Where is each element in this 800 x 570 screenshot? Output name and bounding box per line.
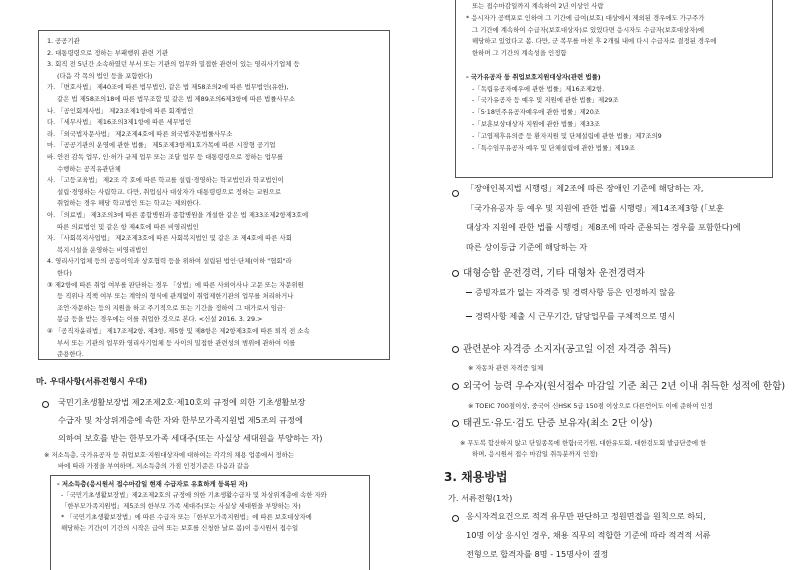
low-income-line: 해당하는 기간(이 기간의 시작은 급여 또는 보호를 신청한 날로 봄)이 응시원서 접수일 <box>61 524 299 532</box>
screening-line: 10명 이상 응시인 경우, 채용 직무의 적합한 기준에 따라 적격적 서류 <box>466 530 711 540</box>
driver-career-text: 대형승합 운전경력, 기타 대형차 운전경력자 <box>463 268 646 279</box>
law-text-line: ③ 제2항에 따른 취업 여부를 판단하는 경우 「상법」에 따른 사외이사나 고문 또는 자문위원 <box>47 280 304 289</box>
right-law-line: -「특수임무유공자 예우 및 단체설립에 관한 법률」제19조 <box>472 143 636 152</box>
law-text-line: 마. 「공공기관의 운영에 관한 법률」 제5조제3항제1호가목에 따른 시장형 공기업 <box>47 141 276 150</box>
screening-line: 응시자격요건으로 적격 유무만 판단하고 정원면접을 원칙으로 하되, <box>466 511 706 521</box>
law-text-line: 준용한다. <box>57 350 84 359</box>
low-income-line: 「한부모가족지원법」제5조의 한부모 가족 세대주(또는 사실상 세대원을 부양하는 자) <box>61 502 301 510</box>
document-screening-subheading: 가. 서류전형(1차) <box>448 493 513 503</box>
law-text-line: 3. 회직 전 5년간 소속하였던 부서 또는 기관의 업무와 밀접한 관련이 있는 영리사기업체 등 <box>47 60 300 69</box>
right-law-line: 그 기간에 계속하여 수급자(보호대상자)로 있었다면 응시자도 수급자(보호대상자)에 <box>472 25 705 34</box>
low-income-box <box>50 475 370 570</box>
right-law-line: -「국가유공자 등 예우 및 지원에 관한 법률」제29조 <box>472 96 619 105</box>
law-text-line: 바. 안전 감독 업무, 인·허가 규제 업무 또는 조달 업무 등 대통령령으로 정하는 업무를 <box>47 153 284 161</box>
right-law-line: 또는 접수마감일까지 계속하여 2년 이상인 사람 <box>472 2 604 10</box>
preference-line: 의하여 보호를 받는 한부모가족 세대주(또는 사실상 세대원을 부양하는 자) <box>58 433 323 443</box>
right-law-line: -「보훈보상대상자 지원에 관한 법률」제33조 <box>472 120 601 128</box>
circle-bullet-icon <box>452 420 459 427</box>
preference-line: 국민기초생활보장법 제2조제2호·제10호의 규정에 의한 기초생활보장 <box>58 397 306 407</box>
martial-arts-text: 태권도·유도·검도 단증 보유자(최소 2단 이상) <box>463 418 653 429</box>
driver-career-sub-text: 경력사항 제출 시 근무기간, 담당업무를 구체적으로 명시 <box>475 311 676 321</box>
circle-bullet-icon <box>452 383 459 390</box>
martial-arts-note-line: ※ 무도복 합산하지 않고 단일종목에 한함(국기원, 대한유도회, 대한검도회 발급단증에 한 <box>460 439 707 447</box>
law-text-line: 같은 법 제58조의18에 따른 법무조합 및 같은 법 제89조의6제3항에 따른 법률사무소 <box>57 95 296 103</box>
law-text-line: 설립·경영하는 사립학교. 다만, 취업심사 대상자가 대통령령으로 정하는 교원으로 <box>57 187 282 196</box>
law-text-line: 나. 「공인회계사법」 제23조제1항에 따른 회계법인 <box>47 106 194 115</box>
law-text-line: ④ 「공직자윤리법」 제17조제2항, 제3항, 제5항 및 제8항은 제2항제3호에 따른 퇴직 전 소속 <box>47 327 310 335</box>
law-text-line: 2. 대통령령으로 정하는 부패행위 관련 기관 <box>47 48 169 57</box>
disabled-line: 「국가유공자 등 예우 및 지원에 관한 법률 시행령」제14조제3항 (「보훈 <box>466 202 724 213</box>
right-law-line: -「독립유공자예우에 관한 법률」제16조제2항. <box>472 84 605 93</box>
language-note: ※ TOEIC 700점이상, 중국어 신HSK 5급 150점 이상으로 다른언어도 이에 준하여 인정 <box>468 402 713 410</box>
law-text-line: 수행하는 공직유관단체 <box>57 164 121 173</box>
dash-bullet-icon <box>466 316 472 317</box>
law-text-line: 1. 공공기관 <box>47 37 80 45</box>
dash-bullet-icon <box>466 292 472 293</box>
law-text-line: 한다) <box>57 269 72 277</box>
low-income-line: -「국민기초생활보장법」제2조제2호의 규정에 의한 기초생활수급자 및 차상위계층에 속한 자와 <box>61 491 327 499</box>
note-line: ※ 저소득층, 국가유공자 등 취업보호·지원대상자에 대하여는 각각의 채용 업종에서 정하는 <box>44 451 294 459</box>
low-income-line: - 저소득층(응시원서 접수마감일 현재 수급자로 유효하게 등록된 자) <box>57 480 248 488</box>
law-text-line: 취업하는 경우 해당 학교법인 또는 학교는 제외한다. <box>57 199 201 208</box>
law-text-line: 따른 의료법인 및 같은 항 제4호에 따른 비영리법인 <box>57 222 199 231</box>
circle-bullet-icon <box>452 346 459 353</box>
preference-line: 수급자 및 차상위계층에 속한 자와 한부모가족지원법 제5조의 규정에 <box>58 415 303 425</box>
law-text-line: 복지시설을 운영하는 비영리법인 <box>57 245 148 254</box>
circle-bullet-icon <box>452 515 459 522</box>
license-item <box>452 338 671 362</box>
screening-line: 전형으로 합격자를 8명 - 15명사이 결정 <box>466 549 609 559</box>
right-law-line: 해당하고 있었다고 봄. 다만, 군 복무를 마친 후 2개월 내에 다시 수급자로 결정된 경우에 <box>472 37 717 46</box>
law-text-line: 봉급 등을 받는 경우에는 이를 취업한 것으로 본다. <신설 2016. 3. 29.> <box>57 315 263 324</box>
right-law-line: -「고엽제후유의증 등 환자지원 및 단체설립에 관한 법률」제7조의9 <box>472 131 662 140</box>
language-text: 외국어 능력 우수자(원서접수 마감일 기준 최근 2년 이내 취득한 성적에 한함) <box>463 381 786 392</box>
law-text-line: 다. 「세무사법」 제16조의3제1항에 따른 세무법인 <box>47 118 192 127</box>
law-text-line: (다음 각 목의 법인 등을 포함한다) <box>57 71 153 80</box>
law-text-line: 조언·자문하는 등의 지원을 하고 주기적으로 또는 기간을 정하여 그 대가로서 임금· <box>57 303 286 312</box>
license-note: ※ 자동차 관련 자격증 일체 <box>468 364 544 372</box>
law-text-line: 가. 「변호사법」 제40조에 따른 법무법인, 같은 법 제58조의2에 따른 법무법인(유한), <box>47 83 289 92</box>
law-text-line: 아. 「의료법」 제3조의3에 따른 종합병원과 종합병원을 개설한 같은 법 제33조제2항제3호에 <box>47 211 309 219</box>
driver-career-sub-text: 증빙자료가 없는 자격증 및 경력사항 등은 인정하지 않음 <box>475 287 676 297</box>
license-text: 관련분야 자격증 소지자(공고일 이전 자격증 취득) <box>463 344 672 355</box>
law-text-line: 4. 영리사기업체 등의 공동이익과 상호협력 등을 위하여 설립된 법인·단체(이하 "협회"라 <box>47 257 292 266</box>
disabled-line: 「장애인복지법 시행령」제2조에 따른 장애인 기준에 해당하는 자, <box>466 183 704 193</box>
circle-bullet-icon <box>42 401 49 408</box>
disabled-line: 따른 상이등급 기준에 해당하는 자 <box>466 241 588 252</box>
note-line: 바에 따라 가점을 부여하며, 저소득층의 가점 인정기준은 다음과 같음 <box>58 462 250 470</box>
low-income-line: * 「국민기초생활보장법」에 따른 수급자 또는「한부모가족지원법」에 따른 보호대상자에 <box>61 513 312 521</box>
driver-career-sub-item <box>466 286 675 298</box>
driver-career-item <box>452 262 645 286</box>
law-text-line: 자. 「사회복지사업법」 제2조제3호에 따른 사회복지법인 및 같은 조 제4호에 따른 사회 <box>47 234 292 243</box>
hiring-method-heading: 3. 채용방법 <box>444 470 508 484</box>
martial-arts-note-line: 하며, 응시원서 접수 마감일 취득분까지 인정) <box>472 450 598 458</box>
law-text-line: 부서 또는 기관의 업무와 영리사기업체 등 사이의 밀접한 관련성의 범위에 관하여 이를 <box>57 338 296 347</box>
right-law-line: - 국가유공자 등 취업보호지원대상자(관련 법률) <box>466 72 601 81</box>
martial-arts-item <box>452 412 652 436</box>
law-text-line: 사. 「고등교육법」 제2조 각 호에 따른 학교를 설립·경영하는 학교법인과 학교법인이 <box>47 176 284 185</box>
right-law-line: * 응시자가 공백포로 인하여 그 기간에 급여(보호) 대상에서 제외된 경우에도 가구주가 <box>466 13 705 22</box>
right-law-line: -「5·18민주유공자예우에 관한 법률」제20조 <box>472 108 600 117</box>
language-item <box>452 375 785 399</box>
law-text-line: 등 직위나 직책 여부 또는 계약의 형식에 관계없이 취업제한기관의 업무를 처리하거나 <box>57 292 294 301</box>
right-law-line: 한하며 그 기간의 계속성을 인정함 <box>472 49 567 58</box>
driver-career-sub-item <box>466 310 675 322</box>
right-law-box <box>455 0 773 178</box>
disabled-line: 대상자 지원에 관한 법률 시행령」제8조에 따라 준용되는 경우를 포함한다)에 <box>466 222 741 232</box>
circle-bullet-icon <box>452 190 459 197</box>
preference-section-title: 마. 우대사항(서류전형시 우대) <box>36 376 148 386</box>
circle-bullet-icon <box>452 270 459 277</box>
law-text-line: 라. 「외국법자문사법」 제2조제4호에 따른 외국법자문법률사무소 <box>47 129 233 138</box>
left-law-box <box>38 30 390 360</box>
